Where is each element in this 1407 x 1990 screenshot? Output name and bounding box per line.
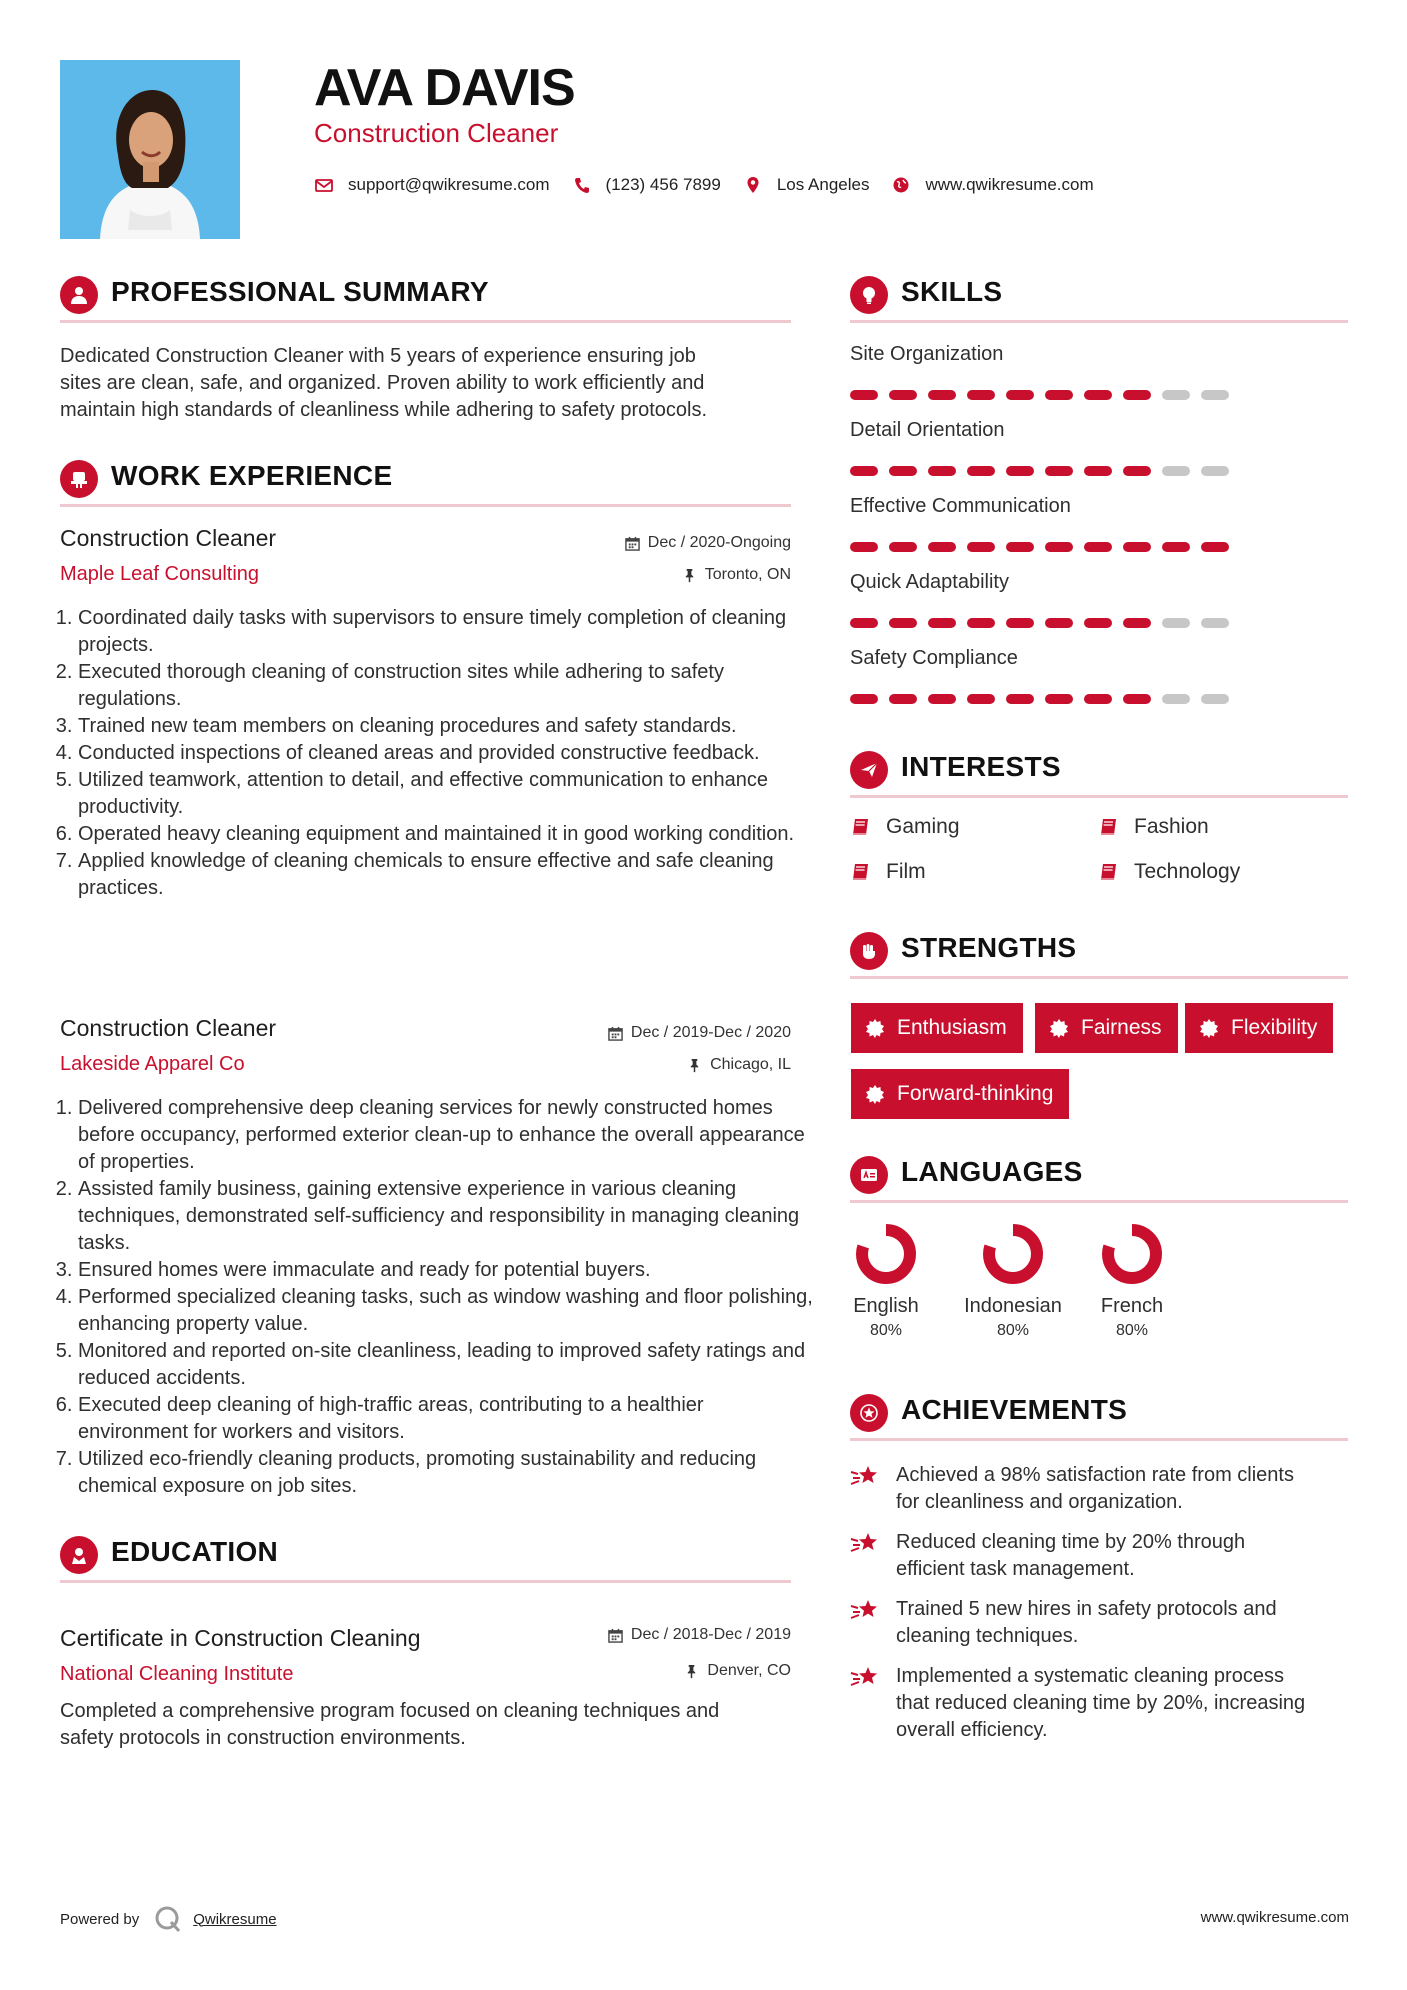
candidate-name: AVA DAVIS <box>314 59 575 117</box>
footer-powered <box>60 1904 277 1934</box>
skill-dot-filled <box>1045 618 1073 628</box>
email-icon <box>314 175 334 195</box>
language-gauge <box>981 1222 1045 1286</box>
skill-dot-filled <box>1162 542 1190 552</box>
skill-dot-filled <box>1201 542 1229 552</box>
interest-item <box>850 815 960 839</box>
interest-label: Technology <box>1134 860 1241 883</box>
list-item: 3. Trained new team members on cleaning procedures and safety standards. <box>78 713 813 740</box>
footer-website[interactable]: www.qwikresume.com <box>1200 1909 1349 1926</box>
achievement-text <box>896 1663 1305 1744</box>
skill-dot-filled <box>1123 466 1151 476</box>
job-dates-text: Dec / 2019-Dec / 2020 <box>630 1024 791 1041</box>
achievements-heading: ACHIEVEMENTS <box>901 1394 1128 1425</box>
globe-icon <box>891 175 911 195</box>
skill-dot-empty <box>1162 694 1190 704</box>
language-percent: 80% <box>996 1322 1030 1339</box>
skill-dot-filled <box>850 466 878 476</box>
skill-dot-filled <box>1123 694 1151 704</box>
summary-line: Dedicated Construction Cleaner with 5 years of experience ensuring job <box>60 345 696 367</box>
achievement-line: Implemented a systematic cleaning process <box>896 1665 1284 1687</box>
skill-dot-filled <box>1123 542 1151 552</box>
skill-dot-filled <box>889 466 917 476</box>
skill-rating <box>850 390 1229 400</box>
qwikresume-logo-icon <box>153 1904 183 1934</box>
job-responsibilities <box>60 605 813 902</box>
skill-name: Safety Compliance <box>850 647 1018 669</box>
job-location-text: Chicago, IL <box>710 1056 791 1073</box>
lightbulb-icon <box>850 276 888 314</box>
book-icon <box>1098 816 1120 838</box>
degree-title: Certificate in Construction Cleaning <box>60 1625 421 1651</box>
badge-icon <box>1049 1018 1069 1038</box>
user-icon <box>60 276 98 314</box>
skill-dot-filled <box>1084 390 1112 400</box>
interest-label: Fashion <box>1134 815 1209 838</box>
interest-item <box>1098 860 1240 884</box>
job-role: Construction Cleaner <box>60 525 277 551</box>
language-item <box>1077 1222 1187 1340</box>
job-responsibilities <box>60 1095 813 1500</box>
list-item: 1. Coordinated daily tasks with supervisors to ensure timely completion of cleaning projects. <box>78 605 813 659</box>
strengths-section-heading <box>850 926 1348 979</box>
star-badge-icon <box>850 1394 888 1432</box>
skill-dot-empty <box>1201 694 1229 704</box>
skill-name: Quick Adaptability <box>850 571 1009 593</box>
education-location <box>684 1662 791 1680</box>
list-item: 4. Performed specialized cleaning tasks, such as window washing and floor polishing, enhancing property value. <box>78 1284 813 1338</box>
job-location <box>682 566 791 584</box>
list-item: 2. Executed thorough cleaning of construction sites while adhering to safety regulations. <box>78 659 813 713</box>
achievements-section-heading <box>850 1388 1348 1441</box>
skill-dot-filled <box>1006 694 1034 704</box>
book-icon <box>1098 861 1120 883</box>
achievement-line: for cleanliness and organization. <box>896 1491 1183 1513</box>
skill-dot-filled <box>1006 390 1034 400</box>
skill-dot-empty <box>1201 390 1229 400</box>
pushpin-icon <box>682 568 697 583</box>
skill-dot-filled <box>1084 618 1112 628</box>
list-item: 2. Assisted family business, gaining extensive experience in various cleaning techniques, demonstrated self-sufficiency and responsibility in managing cleaning tasks. <box>78 1176 813 1257</box>
strength-label: Fairness <box>1081 1016 1162 1039</box>
job-location-text: Toronto, ON <box>704 566 791 583</box>
language-gauge-arc <box>862 1230 910 1278</box>
contact-website[interactable]: www.qwikresume.com <box>925 175 1094 194</box>
education-heading: EDUCATION <box>111 1536 279 1567</box>
job-location <box>687 1056 791 1074</box>
shooting-star-icon <box>850 1663 882 1693</box>
languages-heading: LANGUAGES <box>901 1156 1083 1187</box>
education-line: Completed a comprehensive program focused on cleaning techniques and <box>60 1700 720 1722</box>
list-item: 5. Monitored and reported on-site cleanliness, leading to improved safety ratings and reduced accidents. <box>78 1338 813 1392</box>
skill-dot-filled <box>967 390 995 400</box>
badge-icon <box>865 1018 885 1038</box>
strength-tag <box>1185 1003 1333 1053</box>
summary-line: sites are clean, safe, and organized. Proven ability to work efficiently and <box>60 372 705 394</box>
pushpin-icon <box>684 1664 699 1679</box>
skill-dot-empty <box>1201 466 1229 476</box>
interest-item <box>1098 815 1209 839</box>
skill-rating <box>850 466 1229 476</box>
job-role: Construction Cleaner <box>60 1015 277 1041</box>
skill-dot-empty <box>1162 618 1190 628</box>
skill-dot-filled <box>928 618 956 628</box>
skill-dot-filled <box>1045 466 1073 476</box>
achievement-text <box>896 1596 1277 1650</box>
summary-line: maintain high standards of cleanliness while adhering to safety protocols. <box>60 399 708 421</box>
skill-dot-filled <box>1006 542 1034 552</box>
skill-dot-empty <box>1162 466 1190 476</box>
skill-rating <box>850 542 1229 552</box>
contact-phone[interactable]: (123) 456 7899 <box>605 175 721 194</box>
language-name: Indonesian <box>964 1295 1062 1317</box>
list-item: 6. Operated heavy cleaning equipment and maintained it in good working condition. <box>78 821 813 848</box>
education-section-heading <box>60 1530 791 1583</box>
skill-rating <box>850 618 1229 628</box>
skill-dot-filled <box>967 466 995 476</box>
list-item: 1. Delivered comprehensive deep cleaning services for newly constructed homes before occupancy, performed exterior clean-up to enhance the overall appearance of properties. <box>78 1095 813 1176</box>
calendar-icon <box>608 1026 623 1041</box>
paper-plane-icon <box>850 751 888 789</box>
achievement-line: overall efficiency. <box>896 1719 1048 1741</box>
achievement-item <box>850 1663 1350 1744</box>
skill-dot-filled <box>889 390 917 400</box>
skill-dot-filled <box>1084 542 1112 552</box>
language-gauge <box>1100 1222 1164 1286</box>
language-percent: 80% <box>1115 1322 1149 1339</box>
skill-dot-filled <box>1084 466 1112 476</box>
skill-dot-empty <box>1201 618 1229 628</box>
badge-icon <box>865 1084 885 1104</box>
skill-dot-filled <box>1045 542 1073 552</box>
interest-item <box>850 860 926 884</box>
interests-heading: INTERESTS <box>901 751 1061 782</box>
interest-label: Film <box>886 860 926 883</box>
language-gauge-arc <box>1108 1230 1156 1278</box>
strength-label: Enthusiasm <box>897 1016 1007 1039</box>
skill-dot-filled <box>1123 618 1151 628</box>
achievement-line: that reduced cleaning time by 20%, increasing <box>896 1692 1306 1714</box>
language-item <box>958 1222 1068 1340</box>
list-item: 3. Ensured homes were immaculate and ready for potential buyers. <box>78 1257 813 1284</box>
job-title: Construction Cleaner <box>314 118 559 148</box>
job-company: Maple Leaf Consulting <box>60 563 260 585</box>
education-description <box>60 1698 800 1752</box>
skill-dot-filled <box>1045 694 1073 704</box>
language-gauge-arc <box>989 1230 1037 1278</box>
briefcase-icon <box>60 460 98 498</box>
location-pin-icon <box>743 175 763 195</box>
achievement-line: Reduced cleaning time by 20% through <box>896 1531 1246 1553</box>
interest-label: Gaming <box>886 815 960 838</box>
skill-dot-filled <box>889 542 917 552</box>
skill-dot-empty <box>1162 390 1190 400</box>
education-line: safety protocols in construction environments. <box>60 1727 466 1749</box>
fist-icon <box>850 932 888 970</box>
achievement-item <box>850 1462 1350 1516</box>
skill-dot-filled <box>889 618 917 628</box>
education-dates <box>608 1626 791 1644</box>
language-name: English <box>853 1295 919 1317</box>
strength-tag <box>851 1069 1069 1119</box>
shooting-star-icon <box>850 1462 882 1492</box>
achievement-line: Achieved a 98% satisfaction rate from clients <box>896 1464 1294 1486</box>
pushpin-icon <box>687 1058 702 1073</box>
strength-tag <box>1035 1003 1178 1053</box>
skill-name: Effective Communication <box>850 495 1071 517</box>
shooting-star-icon <box>850 1529 882 1559</box>
experience-section-heading <box>60 454 791 507</box>
calendar-icon <box>608 1628 623 1643</box>
skill-dot-filled <box>850 618 878 628</box>
language-name: French <box>1100 1295 1164 1317</box>
skill-dot-filled <box>967 694 995 704</box>
education-dates-text: Dec / 2018-Dec / 2019 <box>630 1626 791 1643</box>
book-icon <box>850 816 872 838</box>
list-item: 5. Utilized teamwork, attention to detail, and effective communication to enhance productivity. <box>78 767 813 821</box>
contact-location: Los Angeles <box>776 175 870 194</box>
strength-label: Flexibility <box>1231 1016 1318 1039</box>
job-dates <box>625 534 791 552</box>
skills-heading: SKILLS <box>901 276 1003 307</box>
achievement-line: cleaning techniques. <box>896 1625 1079 1647</box>
job-company: Lakeside Apparel Co <box>60 1053 245 1075</box>
profile-photo <box>60 60 240 239</box>
achievement-line: efficient task management. <box>896 1558 1135 1580</box>
skill-dot-filled <box>1006 618 1034 628</box>
summary-section-heading <box>60 270 791 323</box>
qwikresume-link[interactable]: Qwikresume <box>193 1910 277 1928</box>
skills-section-heading <box>850 270 1348 323</box>
list-item: 7. Utilized eco-friendly cleaning products, promoting sustainability and reducing chemical exposure on job sites. <box>78 1446 813 1500</box>
strengths-heading: STRENGTHS <box>901 932 1077 963</box>
skill-dot-filled <box>967 618 995 628</box>
skill-name: Detail Orientation <box>850 419 1005 441</box>
list-item: 4. Conducted inspections of cleaned areas and provided constructive feedback. <box>78 740 813 767</box>
experience-heading: WORK EXPERIENCE <box>111 460 393 491</box>
interests-section-heading <box>850 745 1348 798</box>
skill-dot-filled <box>928 466 956 476</box>
language-gauge <box>854 1222 918 1286</box>
skill-dot-filled <box>850 694 878 704</box>
skill-dot-filled <box>928 542 956 552</box>
skill-dot-filled <box>967 542 995 552</box>
list-item: 7. Applied knowledge of cleaning chemicals to ensure effective and safe cleaning practices. <box>78 848 813 902</box>
shooting-star-icon <box>850 1596 882 1626</box>
id-card-icon <box>850 1156 888 1194</box>
graduation-icon <box>60 1536 98 1574</box>
language-item <box>831 1222 941 1340</box>
achievement-text <box>896 1462 1294 1516</box>
skill-dot-filled <box>889 694 917 704</box>
contact-email[interactable]: support@qwikresume.com <box>348 175 550 194</box>
strength-tag <box>851 1003 1023 1053</box>
contact-bar <box>314 170 1116 200</box>
skill-rating <box>850 694 1229 704</box>
skill-dot-filled <box>850 542 878 552</box>
avatar <box>60 60 240 239</box>
language-percent: 80% <box>869 1322 903 1339</box>
achievement-item <box>850 1529 1350 1583</box>
school-name: National Cleaning Institute <box>60 1663 294 1685</box>
summary-heading: PROFESSIONAL SUMMARY <box>111 276 489 307</box>
list-item: 6. Executed deep cleaning of high-traffic areas, contributing to a healthier environment for workers and visitors. <box>78 1392 813 1446</box>
job-dates-text: Dec / 2020-Ongoing <box>647 534 791 551</box>
languages-section-heading <box>850 1150 1348 1203</box>
skill-dot-filled <box>928 390 956 400</box>
powered-by-label: Powered by <box>60 1910 140 1928</box>
achievement-text <box>896 1529 1245 1583</box>
summary-text <box>60 343 800 424</box>
skill-dot-filled <box>1084 694 1112 704</box>
skill-dot-filled <box>928 694 956 704</box>
book-icon <box>850 861 872 883</box>
badge-icon <box>1199 1018 1219 1038</box>
skill-dot-filled <box>1123 390 1151 400</box>
strength-label: Forward-thinking <box>897 1082 1054 1105</box>
achievement-item <box>850 1596 1350 1650</box>
education-location-text: Denver, CO <box>707 1662 791 1679</box>
calendar-icon <box>625 536 640 551</box>
phone-icon <box>572 175 592 195</box>
achievement-line: Trained 5 new hires in safety protocols and <box>896 1598 1277 1620</box>
skill-dot-filled <box>1006 466 1034 476</box>
skill-name: Site Organization <box>850 343 1004 365</box>
skill-dot-filled <box>1045 390 1073 400</box>
job-dates <box>608 1024 791 1042</box>
skill-dot-filled <box>850 390 878 400</box>
